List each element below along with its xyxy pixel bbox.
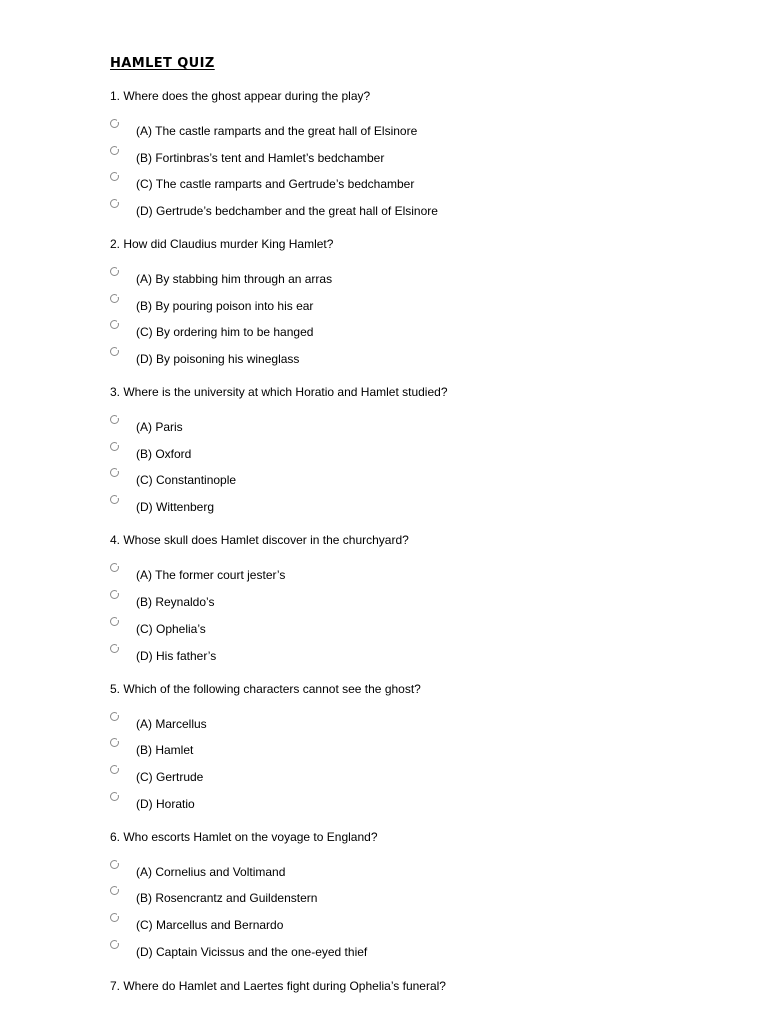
question-2: 2. How did Claudius murder King Hamlet? <box>110 237 334 251</box>
option-label: (C) Constantinople <box>136 473 237 487</box>
radio-button-icon[interactable] <box>110 590 119 599</box>
radio-button-icon[interactable] <box>110 913 119 922</box>
option-label: (B) Oxford <box>136 447 192 461</box>
option-5d[interactable] <box>110 792 530 818</box>
option-6b[interactable] <box>110 886 530 912</box>
option-label: (A) The castle ramparts and the great hall of Elsinore <box>136 124 418 138</box>
option-label: (B) Hamlet <box>136 743 194 757</box>
radio-button-icon[interactable] <box>110 792 119 801</box>
radio-button-icon[interactable] <box>110 644 119 653</box>
option-2a[interactable] <box>110 267 530 293</box>
radio-button-icon[interactable] <box>110 415 119 424</box>
option-5b[interactable] <box>110 738 530 764</box>
option-3b[interactable] <box>110 442 530 468</box>
option-label: (D) His father’s <box>136 649 217 663</box>
option-6d[interactable] <box>110 940 530 966</box>
option-1b[interactable] <box>110 146 530 172</box>
option-6c[interactable] <box>110 913 530 939</box>
option-1a[interactable] <box>110 119 530 145</box>
question-5: 5. Which of the following characters cannot see the ghost? <box>110 682 421 696</box>
radio-button-icon[interactable] <box>110 294 119 303</box>
option-4d[interactable] <box>110 644 530 670</box>
question-6: 6. Who escorts Hamlet on the voyage to England? <box>110 830 378 844</box>
question-1: 1. Where does the ghost appear during the play? <box>110 89 371 103</box>
radio-button-icon[interactable] <box>110 860 119 869</box>
option-label: (A) Paris <box>136 420 183 434</box>
option-label: (D) Horatio <box>136 797 195 811</box>
question-3: 3. Where is the university at which Horatio and Hamlet studied? <box>110 385 448 399</box>
option-label: (B) Fortinbras’s tent and Hamlet’s bedchamber <box>136 151 385 165</box>
option-5c[interactable] <box>110 765 530 791</box>
option-6a[interactable] <box>110 860 530 886</box>
radio-button-icon[interactable] <box>110 442 119 451</box>
radio-button-icon[interactable] <box>110 146 119 155</box>
question-7: 7. Where do Hamlet and Laertes fight during Ophelia’s funeral? <box>110 979 446 993</box>
option-label: (B) Rosencrantz and Guildenstern <box>136 891 318 905</box>
option-label: (D) Captain Vicissus and the one-eyed thief <box>136 945 368 959</box>
radio-button-icon[interactable] <box>110 199 119 208</box>
option-2d[interactable] <box>110 347 530 373</box>
option-label: (D) Gertrude’s bedchamber and the great hall of Elsinore <box>136 204 438 218</box>
option-label: (C) Marcellus and Bernardo <box>136 918 284 932</box>
radio-button-icon[interactable] <box>110 765 119 774</box>
radio-button-icon[interactable] <box>110 617 119 626</box>
radio-button-icon[interactable] <box>110 563 119 572</box>
option-label: (A) Marcellus <box>136 717 207 731</box>
option-label: (C) The castle ramparts and Gertrude’s bedchamber <box>136 177 415 191</box>
radio-button-icon[interactable] <box>110 738 119 747</box>
option-label: (C) Gertrude <box>136 770 204 784</box>
radio-button-icon[interactable] <box>110 940 119 949</box>
option-3c[interactable] <box>110 468 530 494</box>
option-2b[interactable] <box>110 294 530 320</box>
option-label: (D) Wittenberg <box>136 500 215 514</box>
option-label: (A) By stabbing him through an arras <box>136 272 333 286</box>
option-3d[interactable] <box>110 495 530 521</box>
radio-button-icon[interactable] <box>110 347 119 356</box>
option-1c[interactable] <box>110 172 530 198</box>
option-3a[interactable] <box>110 415 530 441</box>
option-5a[interactable] <box>110 712 530 738</box>
option-2c[interactable] <box>110 320 530 346</box>
radio-button-icon[interactable] <box>110 320 119 329</box>
radio-button-icon[interactable] <box>110 267 119 276</box>
option-4c[interactable] <box>110 617 530 643</box>
option-label: (C) By ordering him to be hanged <box>136 325 314 339</box>
radio-button-icon[interactable] <box>110 886 119 895</box>
radio-button-icon[interactable] <box>110 172 119 181</box>
radio-button-icon[interactable] <box>110 712 119 721</box>
option-4a[interactable] <box>110 563 530 589</box>
option-label: (A) The former court jester’s <box>136 568 286 582</box>
option-label: (C) Ophelia’s <box>136 622 206 636</box>
option-label: (B) Reynaldo’s <box>136 595 215 609</box>
radio-button-icon[interactable] <box>110 468 119 477</box>
radio-button-icon[interactable] <box>110 495 119 504</box>
option-label: (D) By poisoning his wineglass <box>136 352 300 366</box>
question-4: 4. Whose skull does Hamlet discover in the churchyard? <box>110 533 409 547</box>
radio-button-icon[interactable] <box>110 119 119 128</box>
option-label: (A) Cornelius and Voltimand <box>136 865 286 879</box>
page-title: HAMLET QUIZ <box>110 56 215 71</box>
option-1d[interactable] <box>110 199 530 225</box>
option-label: (B) By pouring poison into his ear <box>136 299 314 313</box>
option-4b[interactable] <box>110 590 530 616</box>
